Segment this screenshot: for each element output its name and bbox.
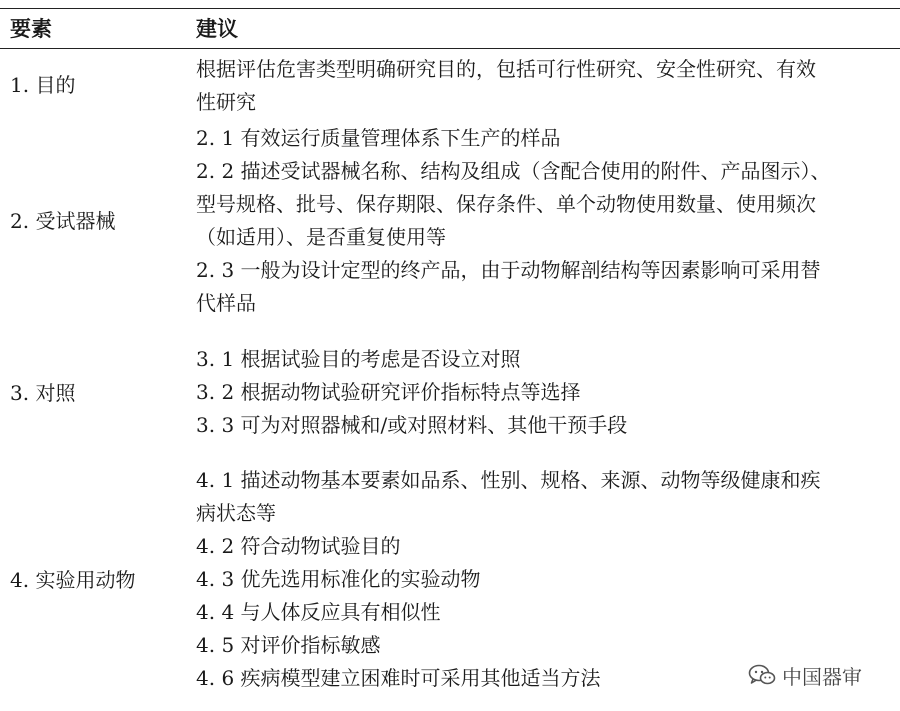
suggestion-line: 3. 1 根据试验目的考虑是否设立对照 bbox=[196, 347, 521, 371]
suggestion-line: 4. 3 优先选用标准化的实验动物 bbox=[196, 567, 481, 591]
row-category-purpose: 1. 目的 bbox=[10, 73, 76, 97]
row-suggestion-purpose bbox=[196, 53, 888, 119]
suggestion-line: 2. 1 有效运行质量管理体系下生产的样品 bbox=[196, 126, 561, 150]
row-category-test-device: 2. 受试器械 bbox=[10, 209, 116, 233]
watermark-text: 中国器审 bbox=[782, 664, 862, 689]
suggestion-line: 2. 3 一般为设计定型的终产品，由于动物解剖结构等因素影响可采用替 bbox=[196, 258, 821, 282]
header-element: 要素 bbox=[10, 16, 52, 41]
suggestion-line: 4. 4 与人体反应具有相似性 bbox=[196, 600, 441, 624]
row-category-lab-animals: 4. 实验用动物 bbox=[10, 568, 136, 592]
suggestion-line: 性研究 bbox=[196, 90, 256, 114]
suggestion-line: 2. 2 描述受试器械名称、结构及组成（含配合使用的附件、产品图示）、 bbox=[196, 159, 831, 183]
suggestion-line: 病状态等 bbox=[196, 501, 276, 525]
header-suggestion: 建议 bbox=[196, 16, 238, 41]
row-category-control: 3. 对照 bbox=[10, 381, 76, 405]
suggestion-line: 4. 6 疾病模型建立困难时可采用其他适当方法 bbox=[196, 666, 601, 690]
wechat-icon bbox=[748, 663, 776, 687]
suggestion-line: 3. 3 可为对照器械和/或对照材料、其他干预手段 bbox=[196, 413, 628, 437]
suggestion-line: 根据评估危害类型明确研究目的，包括可行性研究、安全性研究、有效 bbox=[196, 57, 816, 81]
table-header-rule bbox=[0, 48, 900, 49]
row-suggestion-test-device bbox=[196, 122, 888, 320]
suggestion-line: 代样品 bbox=[196, 291, 256, 315]
watermark bbox=[748, 660, 862, 690]
suggestion-line: 4. 5 对评价指标敏感 bbox=[196, 633, 381, 657]
suggestion-line: 型号规格、批号、保存期限、保存条件、单个动物使用数量、使用频次 bbox=[196, 192, 816, 216]
suggestion-line: 4. 1 描述动物基本要素如品系、性别、规格、来源、动物等级健康和疾 bbox=[196, 468, 821, 492]
table-top-rule bbox=[0, 8, 900, 9]
row-suggestion-control bbox=[196, 343, 888, 442]
suggestion-line: （如适用）、是否重复使用等 bbox=[196, 225, 446, 249]
suggestion-line: 4. 2 符合动物试验目的 bbox=[196, 534, 401, 558]
suggestion-line: 3. 2 根据动物试验研究评价指标特点等选择 bbox=[196, 380, 581, 404]
